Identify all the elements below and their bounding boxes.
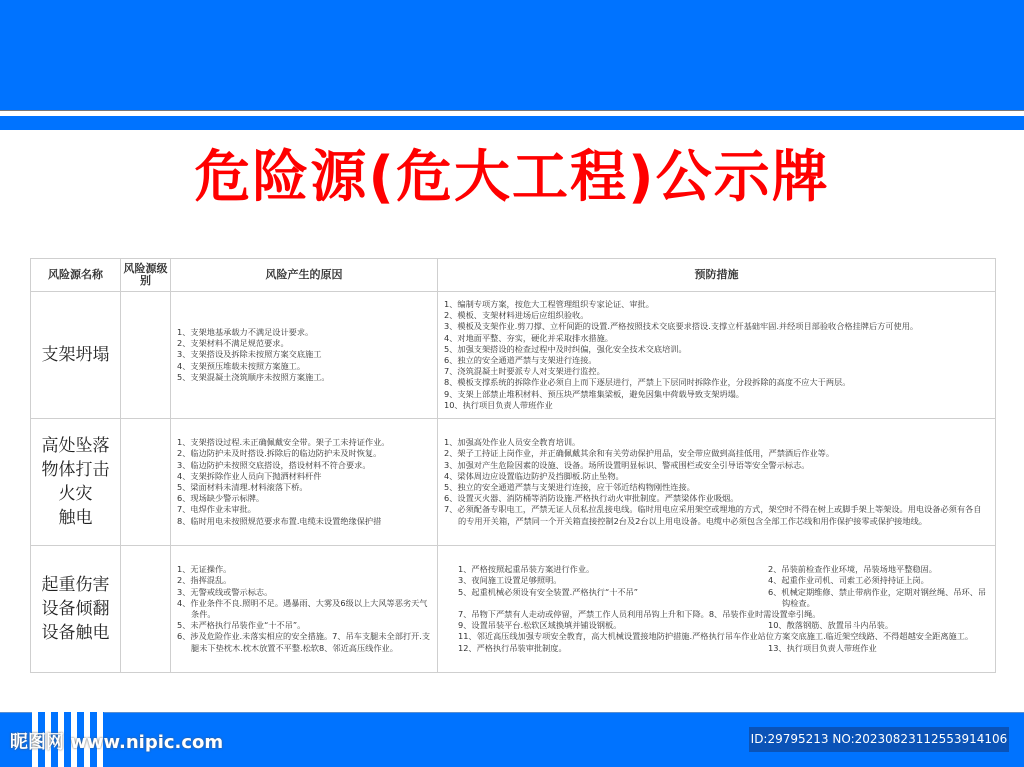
list-item: 6、机械定期维修、禁止带病作业，定期对钢丝绳、吊环、吊钩检查。: [768, 586, 987, 608]
page-title: 危险源(危大工程)公示牌: [194, 145, 830, 210]
table-row: [31, 546, 996, 673]
list-item: 1、严格按照起重吊装方案进行作业。: [458, 564, 595, 575]
list-item: 4、支架拆除作业人员向下抛洒材料杆件: [177, 470, 322, 481]
list-item: 3、夜间施工设置足够照明。: [458, 575, 562, 586]
list-item: 2、支架材料不满足规范要求。: [177, 338, 289, 349]
list-item: 2、模板、支架材料进场后应组织验收。: [444, 310, 589, 321]
hazard-name-line: 火灾: [58, 484, 93, 504]
table-header-row: [31, 259, 996, 292]
hazard-name: [31, 546, 121, 673]
list-item: 3、模板及支架作业.剪刀撑、立杆间距的设置.严格按照技术交底要求搭设.支撑立杆基础牢固.并经项目部验收合格挂牌后方可使用。: [444, 321, 919, 332]
hazard-name: [31, 292, 121, 419]
cause-list: [171, 292, 438, 419]
list-row: [444, 575, 989, 586]
list-item: 2、临边防护未及时搭设.拆除后的临边防护未及时恢复。: [177, 448, 382, 459]
list-item: 4、起重作业司机、司索工必须持持证上岗。: [768, 575, 929, 586]
list-item: 5、梁面材料未清理.材料滚落下桥。: [177, 482, 308, 492]
header-cause: 风险产生的原因: [171, 259, 438, 292]
hazard-name-line: 支架坍塌: [41, 345, 110, 365]
list-row: [444, 564, 989, 575]
list-item: 1、加强高处作业人员安全教育培训。: [444, 437, 581, 448]
prevention-list: [438, 546, 996, 673]
list-item: 1、编制专项方案，按危大工程管理组织专家论证、审批。: [444, 298, 654, 309]
list-item: 12、严格执行吊装审批制度。: [458, 642, 567, 653]
cause-list: [171, 419, 438, 546]
list-row: [444, 631, 989, 642]
list-item: 5、加强支架搭设的检查过程中及时纠偏，强化安全技术交底培训。: [444, 343, 687, 354]
list-item: 7、吊物下严禁有人走动或停留，严禁工作人员利用吊钩上升和下降。8、吊装作业时需设置牵引绳。: [458, 609, 821, 619]
list-item: 8、模板支撑系统的拆除作业必须自上而下逐层进行，严禁上下层同时拆除作业，分段拆除的高度不应大于两层。: [444, 377, 851, 388]
list-item: 2、指挥混乱。: [177, 575, 232, 586]
hazard-level: [121, 292, 171, 419]
header-name: 风险源名称: [31, 259, 121, 292]
list-item: 11、邻近高压线加强专项安全教育，高大机械设置接地防护措施.严格执行吊车作业站位方案交底施工.临近架空线路、不得超越安全距离施工。: [458, 631, 974, 642]
list-item: 4、梁体周边应设置临边防护及挡脚板.防止坠物。: [444, 470, 624, 481]
list-item: 2、架子工持证上岗作业，并正确佩戴其余和有关劳动保护用品，安全带应做到高挂低用，严禁酒后作业等。: [444, 448, 835, 459]
list-item: 1、支架搭设过程.未正确佩戴安全带。架子工未持证作业。: [177, 437, 390, 448]
hazard-table: [30, 258, 996, 673]
list-item: 7、必须配备专职电工，严禁无证人员私拉乱接电线。临时用电应采用架空或埋地的方式，架空时不得在树上或脚手架上等架设。用电设备必须有各自的专用开关箱，严禁同一个开关箱直接控制2台及2台以上用电设备。电缆中必须包含全部工作芯线和用作保护接零或保护接地线。: [444, 504, 982, 526]
list-item: 9、设置吊装平台.松软区域换填并铺设钢板。: [458, 620, 622, 631]
header-prevention: 预防措施: [438, 259, 996, 292]
hazard-name-line: 物体打击: [41, 460, 110, 480]
hazard-name-line: 触电: [58, 508, 93, 528]
list-item: 10、执行项目负责人带班作业: [444, 399, 553, 410]
list-item: 3、加强对产生危险因素的设施、设备。场所设置明显标识、警戒围栏或安全引导语等安全警示标志。: [444, 459, 810, 470]
hazard-name: [31, 419, 121, 546]
table-row: [31, 292, 996, 419]
list-item: 7、电焊作业未审批。: [177, 504, 256, 515]
list-item: 10、散落钢筋、放置吊斗内吊装。: [768, 620, 894, 631]
list-item: 9、支架上部禁止堆积材料、预压块严禁堆集梁板，避免因集中荷载导致支架坍塌。: [444, 388, 744, 399]
list-item: 4、对地面平整、夯实，硬化并采取排水措施。: [444, 332, 613, 343]
hazard-name-line: 起重伤害: [41, 575, 110, 595]
list-item: 6、设置灭火器、消防桶等消防设施.严格执行动火审批制度。严禁梁体作业吸烟。: [444, 493, 739, 504]
list-item: 4、作业条件不良.照明不足。遇暴雨、大雾及6级以上大风等恶劣天气条件。: [177, 597, 428, 619]
table-row: [31, 419, 996, 546]
hazard-level: [121, 546, 171, 673]
list-row: [444, 643, 989, 654]
watermark-logo: 昵图网 www.nipic.com: [10, 732, 224, 753]
hazard-name-line: 高处坠落: [41, 436, 110, 456]
prevention-list: [438, 292, 996, 419]
list-item: 1、支架地基承载力不满足设计要求。: [177, 326, 314, 337]
list-item: 5、起重机械必须设有安全装置.严格执行“十不吊”: [458, 586, 639, 597]
top-blue-band: [0, 0, 1024, 111]
list-item: 4、支架预压堆载未按照方案施工。: [177, 360, 306, 371]
list-item: 3、支架搭设及拆除未按照方案交底施工: [177, 349, 322, 360]
list-row: [444, 620, 989, 631]
list-item: 2、吊装前检查作业环境，吊装场地平整稳固。: [768, 564, 937, 575]
hazard-name-line: 设备触电: [41, 623, 110, 643]
list-item: 6、独立的安全通道严禁与支架进行连接。: [444, 355, 597, 365]
list-item: 3、临边防护未按照交底搭设，搭设材料不符合要求。: [177, 459, 371, 470]
header-level: 风险源级别: [121, 259, 171, 292]
list-row: [444, 587, 989, 609]
cause-list: [171, 546, 438, 673]
image-id-label: ID:29795213 NO:20230823112553914106: [749, 727, 1009, 752]
hazard-name-line: 设备倾翻: [41, 599, 110, 619]
list-item: 5、支架混凝土浇筑顺序未按照方案施工。: [177, 371, 330, 382]
list-item: 3、无警戒线或警示标志。: [177, 586, 273, 597]
list-item: 6、现场缺少警示标牌。: [177, 493, 265, 504]
hazard-level: [121, 419, 171, 546]
top-blue-stripe: [0, 116, 1024, 130]
list-item: 13、执行项目负责人带班作业: [768, 642, 877, 653]
prevention-list: [438, 419, 996, 546]
list-row: [444, 609, 989, 620]
list-item: 5、未严格执行吊装作业“十不吊”。: [177, 620, 306, 631]
list-item: 5、独立的安全通道严禁与支架进行连接，应于邻近结构物刚性连接。: [444, 482, 695, 492]
list-item: 7、浇筑混凝土时要派专人对支架进行监控。: [444, 366, 605, 377]
list-item: 1、无证操作。: [177, 564, 232, 575]
list-item: 6、涉及危险作业.未落实相应的安全措施。7、吊车支腿未全部打开.支腿未下垫枕木.枕木放置不平整.松软8、邻近高压线作业。: [177, 631, 431, 653]
list-item: 8、临时用电未按照规范要求布置.电缆未设置绝缘保护措: [177, 515, 382, 526]
